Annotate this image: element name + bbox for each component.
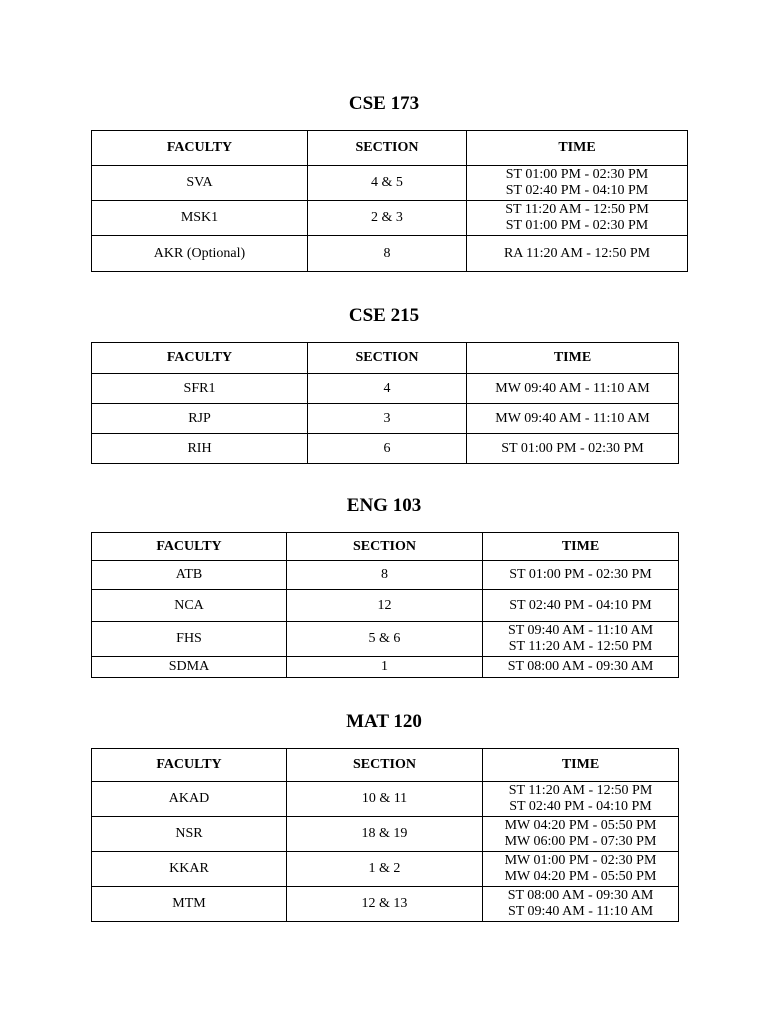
- section-cell: 4: [308, 374, 467, 404]
- time-cell: [467, 166, 688, 201]
- time-cell: [467, 201, 688, 236]
- time-slot: MW 09:40 AM - 11:10 AM: [495, 410, 650, 426]
- course-title-cse-215: CSE 215: [348, 305, 420, 326]
- time-slot: ST 09:40 AM - 11:10 AM: [507, 623, 654, 638]
- section-cell: 1: [287, 657, 483, 678]
- header-time: TIME: [467, 131, 688, 166]
- section-cell: 4 & 5: [308, 166, 467, 201]
- table-header-row: [92, 343, 679, 374]
- table-row: [92, 622, 679, 657]
- table-row: [92, 657, 679, 678]
- time-slot: ST 08:00 AM - 09:30 AM: [507, 659, 654, 674]
- faculty-cell: MTM: [92, 887, 287, 922]
- schedule-table-cse-173: [91, 130, 688, 272]
- time-slot: ST 01:00 PM - 02:30 PM: [509, 567, 652, 582]
- table-header-row: [92, 749, 679, 782]
- time-slot: MW 09:40 AM - 11:10 AM: [495, 380, 650, 396]
- time-slot: ST 11:20 AM - 12:50 PM: [508, 783, 653, 798]
- time-slot: ST 11:20 AM - 12:50 PM: [505, 202, 649, 217]
- table-row: [92, 404, 679, 434]
- faculty-cell: SVA: [92, 166, 308, 201]
- section-cell: 1 & 2: [287, 852, 483, 887]
- time-slot: ST 02:40 PM - 04:10 PM: [509, 597, 652, 613]
- header-time: TIME: [467, 343, 679, 374]
- table-row: [92, 561, 679, 590]
- header-section: SECTION: [287, 533, 483, 561]
- table-row: [92, 374, 679, 404]
- section-cell: 12 & 13: [287, 887, 483, 922]
- time-cell: [483, 852, 679, 887]
- section-cell: 5 & 6: [287, 622, 483, 657]
- time-cell: [483, 817, 679, 852]
- section-cell: 3: [308, 404, 467, 434]
- faculty-cell: NSR: [92, 817, 287, 852]
- section-cell: 10 & 11: [287, 782, 483, 817]
- time-slot: ST 02:40 PM - 04:10 PM: [509, 799, 652, 814]
- faculty-cell: SFR1: [92, 374, 308, 404]
- table-row: [92, 782, 679, 817]
- header-section: SECTION: [308, 343, 467, 374]
- section-cell: 2 & 3: [308, 201, 467, 236]
- time-cell: [467, 434, 679, 464]
- section-cell: 12: [287, 590, 483, 622]
- header-faculty: FACULTY: [92, 533, 287, 561]
- time-slot: ST 01:00 PM - 02:30 PM: [505, 218, 649, 233]
- faculty-cell: MSK1: [92, 201, 308, 236]
- faculty-cell: ATB: [92, 561, 287, 590]
- time-cell: [467, 374, 679, 404]
- time-slot: ST 11:20 AM - 12:50 PM: [508, 639, 653, 654]
- header-faculty: FACULTY: [92, 131, 308, 166]
- course-title-mat-120: MAT 120: [346, 711, 422, 732]
- time-cell: [483, 782, 679, 817]
- faculty-cell: AKR (Optional): [92, 236, 308, 272]
- header-section: SECTION: [308, 131, 467, 166]
- course-title-cse-173: CSE 173: [348, 93, 420, 114]
- header-time: TIME: [483, 749, 679, 782]
- schedule-table-cse-215: [91, 342, 679, 464]
- table-row: [92, 236, 688, 272]
- time-cell: [483, 561, 679, 590]
- time-slot: MW 06:00 PM - 07:30 PM: [504, 834, 657, 849]
- time-cell: [483, 657, 679, 678]
- table-row: [92, 166, 688, 201]
- section-cell: 18 & 19: [287, 817, 483, 852]
- time-slot: ST 08:00 AM - 09:30 AM: [507, 888, 654, 903]
- table-row: [92, 201, 688, 236]
- time-slot: MW 01:00 PM - 02:30 PM: [504, 853, 657, 868]
- section-cell: 6: [308, 434, 467, 464]
- section-cell: 8: [287, 561, 483, 590]
- time-slot: MW 04:20 PM - 05:50 PM: [504, 869, 657, 884]
- table-row: [92, 887, 679, 922]
- faculty-cell: RIH: [92, 434, 308, 464]
- time-cell: [467, 404, 679, 434]
- faculty-cell: AKAD: [92, 782, 287, 817]
- header-time: TIME: [483, 533, 679, 561]
- faculty-cell: RJP: [92, 404, 308, 434]
- time-slot: ST 02:40 PM - 04:10 PM: [505, 183, 649, 198]
- table-row: [92, 852, 679, 887]
- course-title-eng-103: ENG 103: [346, 495, 422, 516]
- time-slot: ST 01:00 PM - 02:30 PM: [505, 167, 649, 182]
- faculty-cell: KKAR: [92, 852, 287, 887]
- header-faculty: FACULTY: [92, 749, 287, 782]
- time-cell: [483, 887, 679, 922]
- schedule-table-eng-103: [91, 532, 679, 678]
- time-cell: [467, 236, 688, 272]
- table-row: [92, 590, 679, 622]
- table-header-row: [92, 533, 679, 561]
- time-cell: [483, 622, 679, 657]
- time-slot: MW 04:20 PM - 05:50 PM: [504, 818, 657, 833]
- table-row: [92, 434, 679, 464]
- header-section: SECTION: [287, 749, 483, 782]
- section-cell: 8: [308, 236, 467, 272]
- faculty-cell: FHS: [92, 622, 287, 657]
- faculty-cell: NCA: [92, 590, 287, 622]
- time-slot: ST 01:00 PM - 02:30 PM: [501, 440, 644, 456]
- table-header-row: [92, 131, 688, 166]
- schedule-table-mat-120: [91, 748, 679, 922]
- time-slot: ST 09:40 AM - 11:10 AM: [507, 904, 654, 919]
- header-faculty: FACULTY: [92, 343, 308, 374]
- table-row: [92, 817, 679, 852]
- faculty-cell: SDMA: [92, 657, 287, 678]
- time-cell: [483, 590, 679, 622]
- time-slot: RA 11:20 AM - 12:50 PM: [503, 245, 651, 261]
